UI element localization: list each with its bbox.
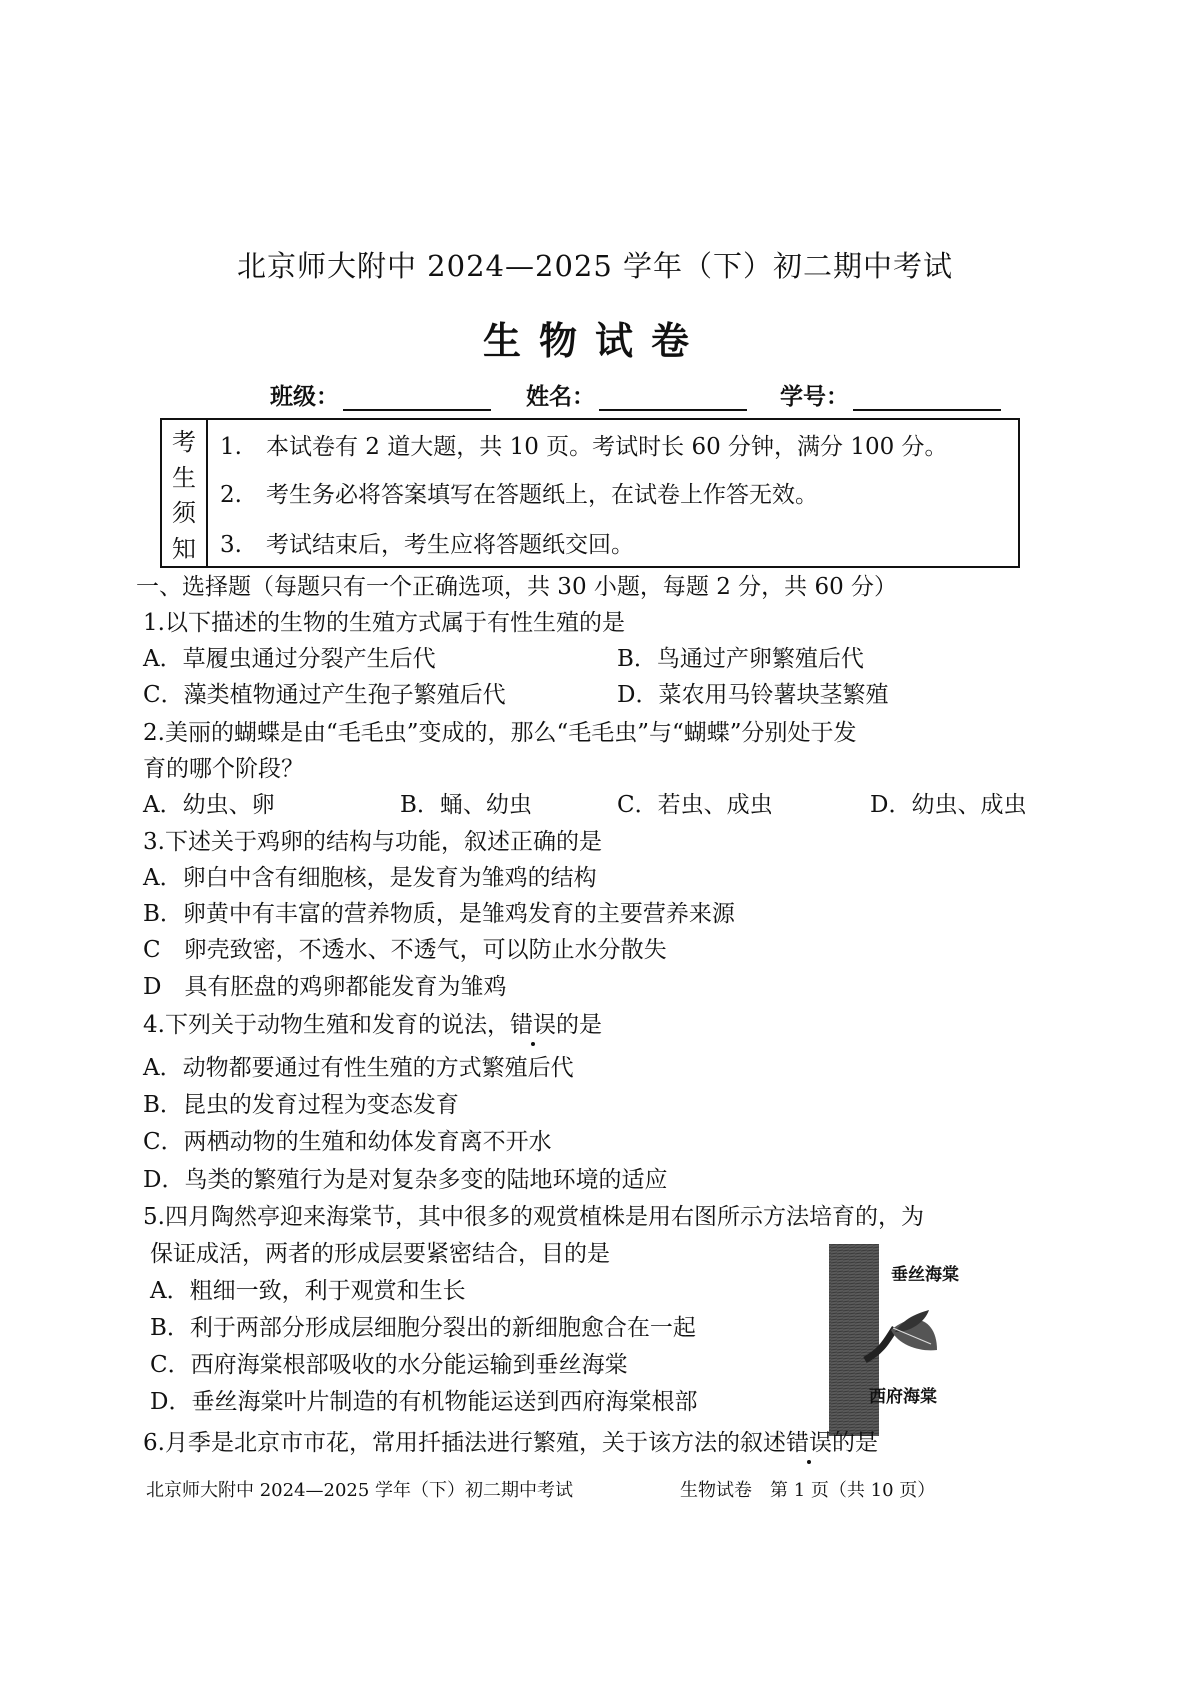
question-5-option-b: B．利于两部分形成层细胞分裂出的新细胞愈合在一起: [150, 1315, 696, 1341]
question-1-option-d: D．菜农用马铃薯块茎繁殖: [617, 682, 889, 708]
notice-item: [220, 476, 818, 509]
notice-label: [162, 420, 208, 566]
exam-notice-box: [160, 418, 1020, 568]
question-2-stem-line-2: 育的哪个阶段？: [143, 756, 304, 782]
student-id-field-blank: [853, 385, 1001, 411]
question-2-option-c: C．若虫、成虫: [617, 792, 773, 818]
question-2-option-d: D．幼虫、成虫: [870, 792, 1027, 818]
question-4-option-d: D．鸟类的繁殖行为是对复杂多变的陆地环境的适应: [143, 1167, 668, 1193]
notice-item-number: 3.: [220, 532, 242, 558]
question-2-option-a: A．幼虫、卵: [143, 792, 275, 818]
question-1-option-b: B．鸟通过产卵繁殖后代: [617, 646, 864, 672]
notice-item-text: 考试结束后，考生应将答题纸交回。: [266, 532, 634, 558]
name-field-label: 姓名：: [526, 384, 595, 410]
question-3-option-c: C 卵壳致密，不透水、不透气，可以防止水分散失: [143, 937, 667, 963]
question-5-option-a: A．粗细一致，利于观赏和生长: [150, 1278, 466, 1304]
footer-page-info: 生物试卷 第 1 页（共 10 页）: [680, 1480, 936, 1501]
name-field: [526, 378, 747, 411]
exam-subtitle: 生物试卷: [482, 318, 707, 363]
stock-label: 西府海棠: [869, 1387, 937, 1407]
question-5-stem-line-1: 5.四月陶然亭迎来海棠节，其中很多的观赏植株是用右图所示方法培育的，为: [143, 1204, 924, 1230]
scion-label: 垂丝海棠: [891, 1265, 959, 1285]
question-1-stem: 1.以下描述的生物的生殖方式属于有性生殖的是: [143, 610, 625, 636]
notice-item-number: 1.: [220, 434, 242, 460]
grafting-figure: [825, 1240, 985, 1440]
question-4-stem-text: 4.下列关于动物生殖和发育的说法，: [143, 1012, 510, 1038]
question-4-stem: [143, 1010, 602, 1040]
exam-title: 北京师大附中 2024—2025 学年（下）初二期中考试: [236, 249, 954, 283]
class-field-blank: [343, 385, 491, 411]
question-4-option-c: C．两栖动物的生殖和幼体发育离不开水: [143, 1129, 552, 1155]
class-field-label: 班级：: [270, 384, 339, 410]
question-3-stem: 3.下述关于鸡卵的结构与功能，叙述正确的是: [143, 829, 602, 855]
notice-item-text: 本试卷有 2 道大题，共 10 页。考试时长 60 分钟，满分 100 分。: [266, 434, 948, 460]
question-6-emphasis: 错误: [785, 1430, 832, 1456]
question-1-option-a: A．草履虫通过分裂产生后代: [143, 646, 436, 672]
notice-label-char: 知: [172, 534, 196, 563]
notice-label-char: 生: [172, 463, 196, 492]
name-field-blank: [599, 385, 747, 411]
question-3-option-d: D 具有胚盘的鸡卵都能发育为雏鸡: [143, 974, 507, 1000]
notice-item-text: 考生务必将答案填写在答题纸上，在试卷上作答无效。: [266, 482, 818, 508]
footer-exam-name: 北京师大附中 2024—2025 学年（下）初二期中考试: [146, 1480, 574, 1501]
question-1-option-c: C．藻类植物通过产生孢子繁殖后代: [143, 682, 506, 708]
question-6-stem-tail: 的是: [831, 1430, 878, 1456]
question-4-option-a: A．动物都要通过有性生殖的方式繁殖后代: [143, 1055, 574, 1081]
question-2-stem-line-1: 2.美丽的蝴蝶是由“毛毛虫”变成的，那么“毛毛虫”与“蝴蝶”分别处于发: [143, 720, 857, 746]
student-id-field: [780, 378, 1001, 411]
student-info-row: [0, 378, 1190, 414]
question-5-stem-line-2: 保证成活，两者的形成层要紧密结合，目的是: [150, 1241, 610, 1267]
question-3-option-b: B．卵黄中有丰富的营养物质，是雏鸡发育的主要营养来源: [143, 901, 735, 927]
rootstock-trunk: [829, 1244, 879, 1436]
student-id-field-label: 学号：: [780, 384, 849, 410]
notice-label-char: 须: [172, 499, 196, 528]
question-5-option-d: D．垂丝海棠叶片制造的有机物能运送到西府海棠根部: [150, 1389, 698, 1415]
question-3-option-a: A．卵白中含有细胞核，是发育为雏鸡的结构: [143, 865, 597, 891]
section-heading: 一、选择题（每题只有一个正确选项，共 30 小题，每题 2 分，共 60 分）: [136, 574, 898, 600]
question-6-stem: [143, 1428, 878, 1458]
question-5-option-c: C．西府海棠根部吸收的水分能运输到垂丝海棠: [150, 1352, 628, 1378]
question-4-emphasis: 错误: [509, 1012, 556, 1038]
notice-item-number: 2.: [220, 482, 242, 508]
notice-label-char: 考: [172, 428, 196, 457]
question-6-stem-text: 6.月季是北京市市花，常用扦插法进行繁殖，关于该方法的叙述: [143, 1430, 786, 1456]
question-4-stem-tail: 的是: [555, 1012, 602, 1038]
question-2-option-b: B．蛹、幼虫: [400, 792, 532, 818]
notice-item: [220, 428, 948, 461]
question-4-option-b: B．昆虫的发育过程为变态发育: [143, 1092, 459, 1118]
notice-item: [220, 526, 634, 559]
class-field: [270, 378, 491, 411]
